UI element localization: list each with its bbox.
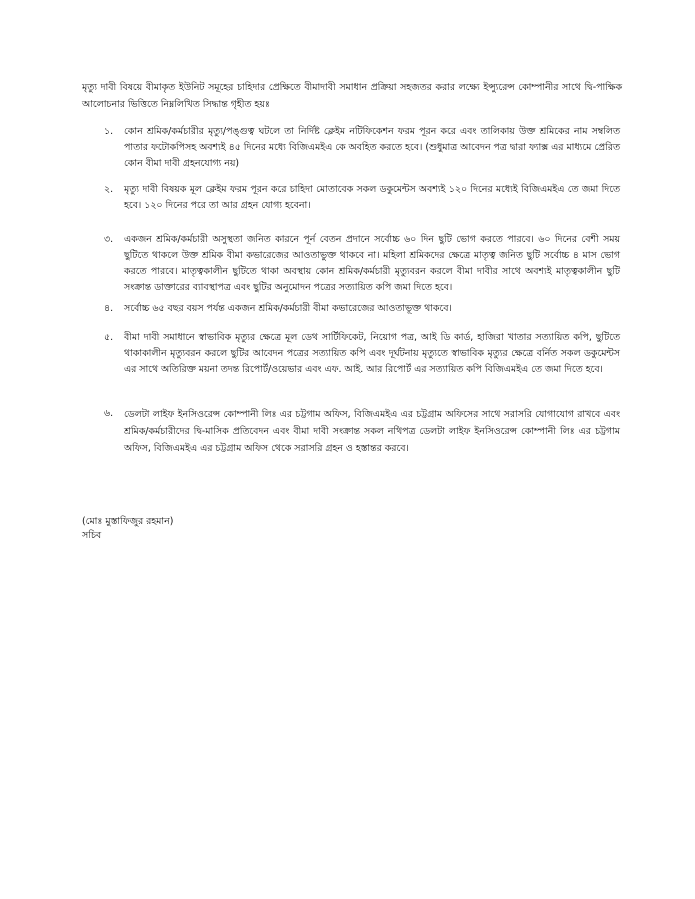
item-text: বীমা দাবী সমাধানে স্বাভাবিক মৃত্যুর ক্ষেত্রে মূল ডেথ সার্টিফিকেট, নিয়োগ পত্র, আই ডি কার্ড, হাজিরা খাতার সত্যায়িত কপি, ছুটিতে থাকাকালীন মৃত্যুবরন করলে ছুটির আবেদন পত্রের সত্যায়িত কপি এবং দূর্ঘটনায় মৃত্যুতে স্বাভাবিক মৃত্যুর ক্ষেত্রে বর্নিত সকল ডকুমেন্টস এর সাথে অতিরিক্ত ময়না তদন্ত রিপোর্ট/ওয়েভার এবং এফ. আই. আর রিপোর্ট এর সত্যায়িত কপি বিজিএমইএ তে জমা দিতে হবে। [124,332,620,375]
item-text: ডেলটা লাইফ ইনসিওরেন্স কোম্পানী লিঃ এর চট্টগাম অফিস, বিজিএমইএ এর চট্টগ্রাম অফিসের সাথে সরাসরি যোগাযোগ রাখবে এবং শ্রমিক/কর্মচারীদের দ্বি-মাসিক প্রতিবেদন এবং বীমা দাবী সংক্রান্ত সকল নথিপত্র ডেলটা লাইফ ইনসিওরেন্স কোম্পানী লিঃ এর চট্টগাম অফিস, বিজিএমইএ এর চট্টগ্রাম অফিস থেকে সরাসরি গ্রহন ও হস্তান্তর করবে। [124,409,620,454]
item-text: সর্বোচ্চ ৬৫ বছর বয়স পর্যন্ত একজন শ্রমিক/কর্মচারী বীমা কভারেজের আওতাভূক্ত থাকবে। [124,303,452,314]
item-number: ২. [104,184,114,195]
item-text: একজন শ্রমিক/কর্মচারী অসুস্থতা জনিত কারনে পূর্ন বেতন প্রদানে সর্বোচ্চ ৬০ দিন ছুটি ভোগ করতে পারবে। ৬০ দিনের বেশী সময় ছুটিতে থাকলে উক্ত শ্রমিক বীমা কভারেজের আওতাভুক্ত থাকবে না। মহিলা শ্রমিকদের ক্ষেত্রে মাতৃত্ব জনিত ছুটি সর্বোচ্চ ৪ মাস ভোগ করতে পারবে। মাতৃত্বকালীন ছুটিতে থাকা অবস্থায় কোন শ্রমিক/কর্মচারী মৃত্যুবরন করলে বীমা দাবীর সাথে অবশ্যই মাতৃত্বকালীন ছুটি সংক্রান্ত ডাক্তারের ব্যাবস্থাপত্র এবং ছুটির অনুমোদন পত্রের সত্যায়িত কপি জমা দিতে হবে। [124,234,620,293]
signatory-name: (মোঃ মুস্তাফিজুর রহমান) [82,516,174,527]
item-number: ১. [104,126,114,137]
item-number: ৪. [104,303,114,314]
item-text: মৃত্যু দাবী বিষয়ক মূল ক্লেইম ফরম পূরন করে চাহিদা মোতাবেক সকল ডকুমেন্টস অবশ্যই ১২০ দিনের মধ্যেই বিজিএমইএ তে জমা দিতে হবে। ১২০ দিনের পরে তা আর গ্রহন যোগ্য হবেনা। [124,184,620,211]
item-number: ৫. [104,332,114,343]
intro-paragraph: মৃত্যু দাবী বিষয়ে বীমাকৃত ইউনিট সমূহের চাহিদার প্রেক্ষিতে বীমাদাবী সমাধান প্রক্রিয়া সহজতর করার লক্ষ্যে ইন্স্যুরেন্স কোম্পানীর সাথে দ্বি-পাক্ষিক আলোচনার ভিত্তিতে নিম্নলিখিত সিদ্ধান্ত গৃহীত হয়ঃ [82,82,622,110]
item-text: কোন শ্রমিক/কর্মচারীর মৃত্যু/পঙ্গুত্ব ঘটলে তা নির্দিষ্ট ক্লেইম নটিফিকেশন ফরম পূরন করে এবং তালিকায় উক্ত শ্রমিকের নাম সম্বলিত পাতার ফটোকপিসহ অবশ্যই ৪৫ দিনের মধ্যে বিজিএমইএ কে অবহিত করতে হবে। (শুধুমাত্র আবেদন পত্র দ্বারা ফ্যাক্স এর মাধ্যমে প্রেরিত কোন বীমা দাবী গ্রহনযোগ্য নয়) [124,126,620,169]
item-number: ৬. [104,408,114,419]
signatory-title: সচিব [82,530,102,541]
item-number: ৩. [104,234,114,245]
